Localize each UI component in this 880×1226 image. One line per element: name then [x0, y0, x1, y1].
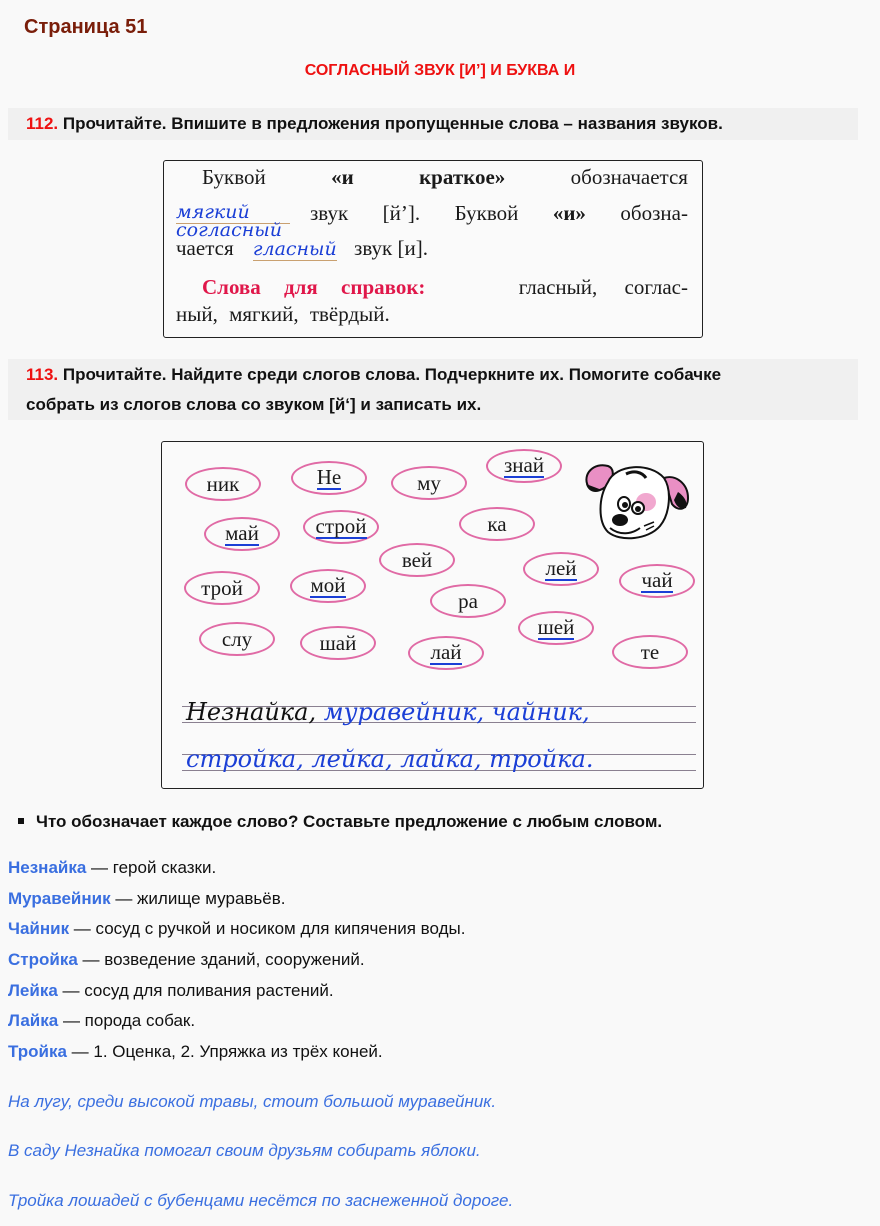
word: Буквой — [202, 165, 266, 189]
syllable-oval — [391, 466, 467, 500]
syllable-oval — [612, 635, 688, 669]
syllable-oval — [459, 507, 535, 541]
reference-label: Слова для справок: — [202, 275, 426, 299]
word: обозначается — [570, 165, 688, 189]
definition-text: — герой сказки. — [86, 858, 217, 877]
syllable-text: чай — [641, 568, 673, 592]
syllable-oval — [379, 543, 455, 577]
definition-term: Тройка — [8, 1042, 67, 1061]
definition-term: Лайка — [8, 1011, 59, 1030]
task-instruction: Прочитайте. Впишите в предложения пропущенные слова – названия звуков. — [62, 114, 723, 133]
syllable-text: Не — [316, 465, 342, 489]
answer-word-neznaika: Незнайка, — [186, 698, 317, 726]
word: звук [и]. — [354, 236, 428, 260]
definition-item — [8, 919, 465, 939]
syllable-oval — [185, 467, 261, 501]
syllable-text: те — [640, 640, 660, 664]
syllable-oval — [184, 571, 260, 605]
answer-words: муравейник, чайник, — [323, 698, 590, 726]
answer-line-1 — [186, 698, 696, 726]
definition-item — [8, 1042, 383, 1062]
task-number: 112. — [26, 114, 59, 133]
definition-term: Стройка — [8, 950, 78, 969]
word: звук — [310, 201, 349, 225]
word: чается — [176, 236, 234, 260]
task-instruction-line-2: собрать из слогов слова со звуком [й‘] и записать их. — [26, 395, 482, 414]
handwritten-answer-consonant: согласный — [176, 219, 282, 241]
definition-item — [8, 1011, 195, 1031]
definition-item — [8, 889, 286, 909]
syllable-oval — [300, 626, 376, 660]
syllable-text: трой — [201, 576, 243, 600]
definition-text: — жилище муравьёв. — [110, 889, 286, 908]
handwritten-answer-soft: мягкий — [176, 201, 290, 224]
example-sentence: Тройка лошадей с бубенцами несётся по заснеженной дороге. — [8, 1191, 514, 1210]
word: «и» — [552, 201, 586, 225]
task-number: 113. — [26, 365, 59, 384]
example-sentence: На лугу, среди высокой травы, стоит большой муравейник. — [8, 1092, 497, 1111]
syllable-text: ка — [487, 512, 507, 536]
syllable-oval — [523, 552, 599, 586]
syllable-text: му — [417, 471, 441, 495]
task-112-textbook-image — [163, 160, 703, 338]
syllable-text: слу — [221, 627, 253, 651]
definition-text: — порода собак. — [58, 1011, 196, 1030]
task-113-textbook-image — [161, 441, 704, 789]
definition-term: Незнайка — [8, 858, 87, 877]
page-title: Страница 51 — [24, 16, 148, 38]
syllable-oval — [486, 449, 562, 483]
definition-term: Лейка — [8, 981, 58, 1000]
word: [й’]. — [382, 201, 421, 225]
definition-text: — сосуд для поливания растений. — [57, 981, 334, 1000]
word: Буквой — [454, 201, 519, 225]
text-line-3 — [176, 236, 688, 261]
syllable-text: май — [225, 521, 259, 545]
syllable-oval — [303, 510, 379, 544]
task-113-header — [8, 359, 858, 420]
bullet-question — [18, 812, 662, 832]
syllable-text: знай — [503, 453, 545, 477]
word: обозна- — [620, 201, 688, 225]
syllable-oval — [518, 611, 594, 645]
text-line-1 — [202, 165, 688, 190]
definition-item — [8, 858, 216, 878]
answer-line-2: стройка, лейка, лайка, тройка. — [186, 745, 594, 773]
definition-text: — 1. Оценка, 2. Упряжка из трёх коней. — [66, 1042, 383, 1061]
syllable-text: ник — [206, 472, 240, 496]
reference-words: гласный, соглас- — [518, 275, 688, 299]
syllable-oval — [619, 564, 695, 598]
syllable-text: вей — [401, 548, 433, 572]
word: «и — [331, 165, 354, 189]
handwritten-answer-vowel: гласный — [252, 238, 337, 260]
dog-icon — [580, 456, 692, 548]
syllable-oval — [408, 636, 484, 670]
syllable-oval — [291, 461, 367, 495]
definition-item — [8, 981, 334, 1001]
syllable-oval — [430, 584, 506, 618]
word: краткое» — [419, 165, 506, 189]
syllable-text: шай — [319, 631, 357, 655]
task-112-header — [8, 108, 858, 140]
definition-item — [8, 950, 365, 970]
definition-text: — возведение зданий, сооружений. — [77, 950, 365, 969]
syllable-text: лай — [430, 640, 462, 664]
syllable-text: мой — [310, 573, 346, 597]
topic-title: СОГЛАСНЫЙ ЗВУК [И’] И БУКВА И — [304, 62, 576, 79]
syllable-text: ра — [458, 589, 478, 613]
reference-line-1 — [202, 275, 688, 300]
syllable-oval — [199, 622, 275, 656]
definition-term: Чайник — [8, 919, 70, 938]
definition-term: Муравейник — [8, 889, 111, 908]
task-instruction-line-1: Прочитайте. Найдите среди слогов слова. Подчеркните их. Помогите собачке — [62, 365, 722, 384]
example-sentence: В саду Незнайка помогал своим друзьям собирать яблоки. — [8, 1141, 481, 1160]
syllable-text: строй — [315, 514, 367, 538]
question-text: Что обозначает каждое слово? Составьте предложение с любым словом. — [36, 812, 663, 831]
bullet-square-icon — [18, 818, 24, 824]
syllable-oval — [290, 569, 366, 603]
syllable-text: шей — [537, 615, 575, 639]
syllable-text: лей — [545, 556, 577, 580]
definition-text: — сосуд с ручкой и носиком для кипячения воды. — [69, 919, 466, 938]
reference-line-2: ный, мягкий, твёрдый. — [176, 302, 390, 326]
syllable-oval — [204, 517, 280, 551]
